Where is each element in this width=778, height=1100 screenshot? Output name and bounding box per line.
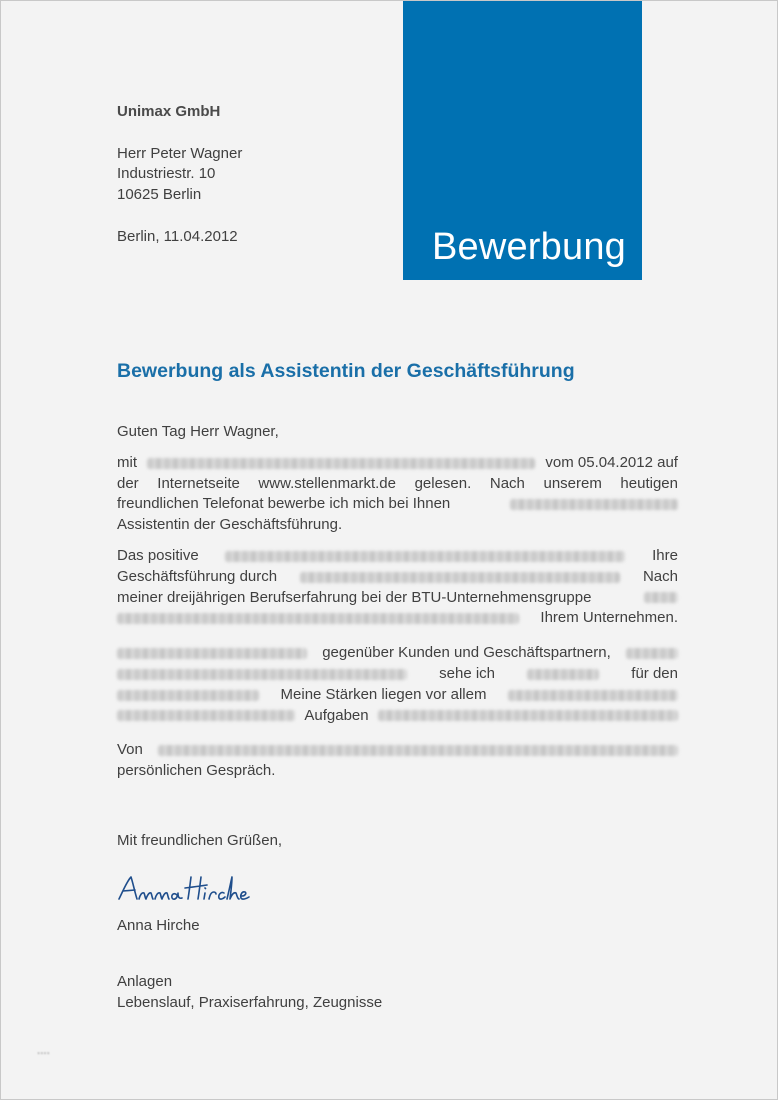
signer-name: Anna Hirche bbox=[117, 917, 200, 934]
text-line: persönlichen Gespräch. bbox=[117, 762, 276, 780]
redacted-text bbox=[117, 690, 259, 701]
enclosures-label: Anlagen bbox=[117, 973, 173, 990]
text-fragment: vom 05.04.2012 auf bbox=[545, 453, 678, 471]
text-fragment: Aufgaben bbox=[304, 706, 369, 724]
paragraph-1 bbox=[117, 453, 678, 536]
blurred-footer-mark: ▪▪▪▪ bbox=[37, 1048, 50, 1058]
text-fragment: Meine Stärken liegen vor allem bbox=[280, 685, 487, 703]
signature-strokes bbox=[119, 877, 249, 899]
greeting: Guten Tag Herr Wagner, bbox=[117, 423, 279, 440]
text-line: Assistentin der Geschäftsführung. bbox=[117, 516, 343, 534]
redacted-text bbox=[378, 710, 678, 721]
street-address: Industriestr. 10 bbox=[117, 165, 216, 182]
text-fragment: gegenüber Kunden und Geschäftspartnern, bbox=[322, 644, 611, 662]
redacted-text bbox=[626, 648, 678, 659]
paragraph-2 bbox=[117, 546, 678, 629]
text-fragment: Geschäftsführung durch bbox=[117, 567, 278, 585]
title-banner-text: Bewerbung bbox=[431, 226, 626, 268]
text-fragment: Ihre bbox=[652, 546, 678, 564]
redacted-text bbox=[117, 613, 519, 624]
text-fragment: Ihrem Unternehmen. bbox=[540, 609, 678, 627]
title-banner bbox=[403, 1, 642, 280]
text-fragment: Von bbox=[117, 741, 143, 759]
handwritten-signature bbox=[115, 869, 255, 914]
text-fragment: meiner dreijährigen Berufserfahrung bei der BTU-Unternehmensgruppe bbox=[117, 588, 592, 606]
text-fragment: Das positive bbox=[117, 546, 199, 564]
paragraph-3 bbox=[117, 643, 678, 726]
redacted-text bbox=[510, 499, 678, 510]
text-fragment: sehe ich bbox=[439, 664, 496, 682]
redacted-text bbox=[527, 669, 599, 680]
redacted-text bbox=[117, 669, 407, 680]
text-line: der Internetseite www.stellenmarkt.de gelesen. Nach unserem heutigen bbox=[117, 474, 678, 492]
redacted-text bbox=[225, 551, 625, 562]
text-fragment: Nach bbox=[642, 567, 678, 585]
enclosures-list: Lebenslauf, Praxiserfahrung, Zeugnisse bbox=[117, 993, 383, 1011]
closing-phrase: Mit freundlichen Grüßen, bbox=[117, 832, 283, 849]
redacted-text bbox=[158, 745, 678, 756]
letter-body bbox=[117, 422, 678, 792]
redacted-text bbox=[147, 458, 535, 469]
redacted-text bbox=[644, 592, 678, 603]
company-name: Unimax GmbH bbox=[117, 103, 221, 120]
subject-line: Bewerbung als Assistentin der Geschäftsführung bbox=[117, 360, 575, 382]
text-fragment: mit bbox=[117, 453, 137, 471]
text-fragment: freundlichen Telefonat bewerbe ich mich bei Ihnen bbox=[117, 495, 451, 513]
letter-date: Berlin, 11.04.2012 bbox=[117, 228, 238, 245]
redacted-text bbox=[508, 690, 678, 701]
redacted-text bbox=[117, 710, 295, 721]
city-address: 10625 Berlin bbox=[117, 185, 202, 203]
text-fragment: für den bbox=[631, 664, 678, 682]
paragraph-4 bbox=[117, 740, 678, 782]
enclosures bbox=[117, 972, 382, 1013]
redacted-text bbox=[300, 572, 620, 583]
contact-name: Herr Peter Wagner bbox=[117, 144, 243, 162]
recipient-address bbox=[117, 102, 242, 205]
redacted-text bbox=[117, 648, 307, 659]
